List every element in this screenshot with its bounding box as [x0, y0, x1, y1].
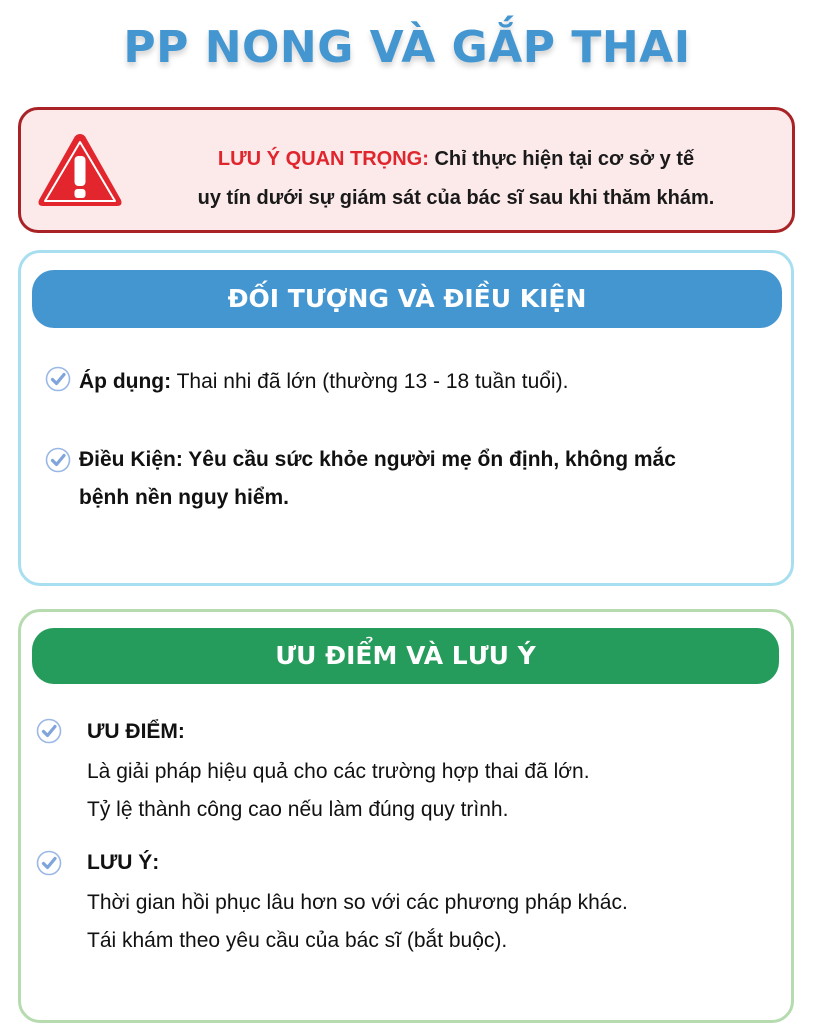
pros-notes-header: ƯU ĐIỂM VÀ LƯU Ý: [32, 628, 779, 684]
pros-line: Tỷ lệ thành công cao nếu làm đúng quy trình.: [87, 798, 509, 821]
page-title: PP NONG VÀ GẮP THAI: [123, 22, 691, 73]
warning-triangle-icon: [36, 130, 124, 210]
check-circle-icon: [36, 718, 62, 744]
condition-item-requirement: Điều Kiện: Yêu cầu sức khỏe người mẹ ổn định, không mắc: [79, 448, 676, 471]
pros-line: Là giải pháp hiệu quả cho các trường hợp thai đã lớn.: [87, 760, 590, 783]
pros-notes-card: [18, 609, 794, 1023]
warning-line-1: LƯU Ý QUAN TRỌNG: Chỉ thực hiện tại cơ sở y tế: [217, 148, 695, 170]
warning-label: LƯU Ý QUAN TRỌNG:: [217, 148, 429, 170]
check-circle-icon: [36, 850, 62, 876]
check-circle-icon: [45, 447, 71, 473]
conditions-header: ĐỐI TƯỢNG VÀ ĐIỀU KIỆN: [32, 270, 782, 328]
conditions-card: [18, 250, 794, 586]
warning-line-2: uy tín dưới sự giám sát của bác sĩ sau khi thăm khám.: [197, 187, 715, 209]
notes-line: Tái khám theo yêu cầu của bác sĩ (bắt buộc).: [87, 929, 508, 952]
condition-item-apply: Áp dụng: Thai nhi đã lớn (thường 13 - 18 tuần tuổi).: [79, 370, 569, 393]
notes-title: LƯU Ý:: [87, 851, 160, 874]
warning-message: [131, 140, 781, 218]
condition-item-requirement-cont: bệnh nền nguy hiểm.: [79, 486, 290, 509]
important-warning-box: [18, 107, 795, 233]
notes-line: Thời gian hồi phục lâu hơn so với các phương pháp khác.: [87, 891, 628, 914]
pros-title: ƯU ĐIỂM:: [87, 720, 185, 743]
check-circle-icon: [45, 366, 71, 392]
